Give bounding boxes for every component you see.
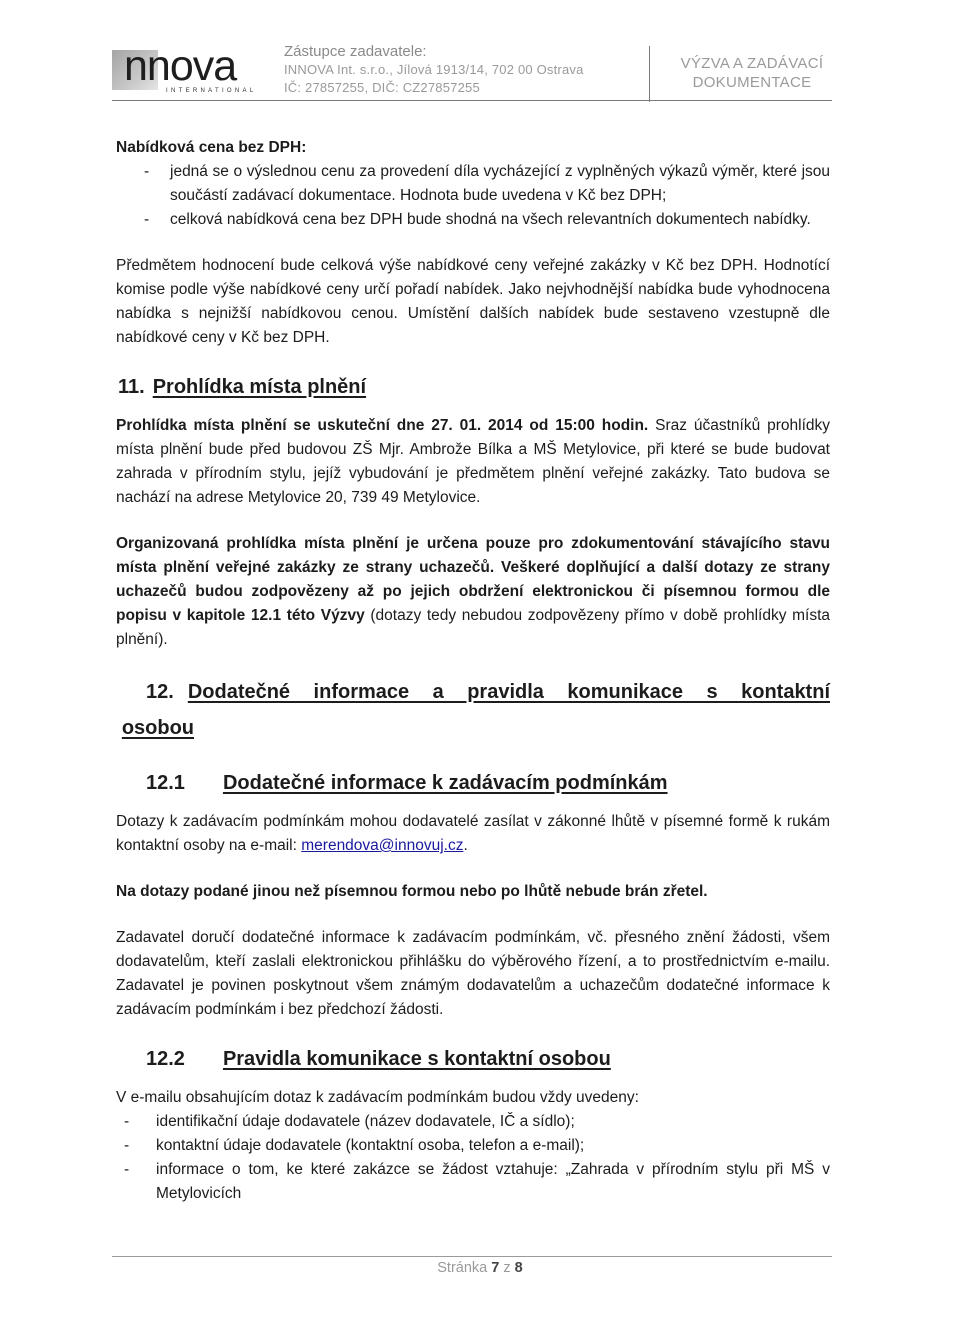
section-12-2-heading — [116, 1044, 830, 1074]
organized-inspection-rest: (dotazy tedy nebudou zodpovězeny přímo v době prohlídky místa plnění). — [116, 607, 830, 648]
section-number: 12.1 — [146, 772, 185, 794]
inspection-date: Prohlídka místa plnění se uskuteční dne 27. 01. 2014 od 15:00 hodin. — [116, 417, 649, 434]
innova-logo — [112, 44, 264, 98]
email-requirements-intro: V e-mailu obsahujícím dotaz k zadávacím podmínkám budou vždy uvedeny: — [116, 1089, 639, 1106]
section-11-heading — [116, 372, 830, 402]
header-rule — [112, 100, 832, 101]
section-number: 12. — [146, 681, 174, 703]
total-pages: 8 — [514, 1260, 523, 1276]
organized-inspection-bold: Organizovaná prohlídka místa plnění je určena pouze pro zdokumentování stávajícího stavu místa plnění veřejné zakázky ze strany uchazečů. Veškeré doplňující a další dotazy ze strany uchazečů budou zodpovězeny až po jejich obdržení elektronickou či písemnou formou dle popisu v kapitole 12.1 této Výzvy — [116, 535, 830, 624]
page-number — [0, 1260, 960, 1276]
section-title: Dodatečné informace k zadávacím podmínkám — [222, 772, 668, 794]
list-item: - celková nabídková cena bez DPH bude shodná na všech relevantních dokumentech nabídky. — [144, 211, 811, 228]
questions-end: . — [463, 837, 468, 854]
inspection-details: Sraz účastníků prohlídky místa plnění bude před budovou ZŠ Mjr. Ambrože Bílka a MŠ Metylovice, při které se bude budovat zahrada v přírodním stylu, jejíž vybudování je předmětem plnění veřejné zakázky. Tato budova se nachází na adrese Metylovice 20, 739 49 Metylovice. — [116, 417, 831, 506]
page-number-middle: z — [499, 1260, 515, 1276]
list-item-text: kontaktní údaje dodavatele (kontaktní osoba, telefon a e-mail); — [156, 1137, 585, 1154]
issuer-title: Zástupce zadavatele: — [284, 43, 427, 60]
list-item: - informace o tom, ke které zakázce se žádost vztahuje: „Zahrada v přírodním stylu při MŠ v Metylovicích — [124, 1161, 830, 1202]
section-12-1-heading — [116, 768, 830, 798]
list-item-text: jedná se o výslednou cenu za provedení díla vycházející z vyplněných výkazů výměr, které jsou součástí zadávací dokumentace. Hodnota bude uvedena v Kč bez DPH; — [170, 163, 830, 204]
logo-tagline: INTERNATIONAL — [166, 88, 257, 94]
evaluation-paragraph: Předmětem hodnocení bude celková výše nabídkové ceny veřejné zakázky v Kč bez DPH. Hodnotící komise podle výše nabídkové ceny určí pořadí nabídek. Jako nejvhodnější nabídka bude vyhodnocena nabídka s nejnižší nabídkovou cenou. Umístění dalších nabídek bude sestaveno vzestupně dle nabídkové ceny v Kč bez DPH. — [116, 257, 830, 346]
issuer-address: INNOVA Int. s.r.o., Jílová 1913/14, 702 00 Ostrava — [284, 62, 584, 77]
issuer-info — [284, 42, 664, 97]
section-title: Pravidla komunikace s kontaktní osobou — [222, 1048, 611, 1070]
current-page: 7 — [491, 1260, 500, 1276]
additional-info-paragraph: Zadavatel doručí dodatečné informace k zadávacím podmínkám, vč. přesného znění žádosti, všem dodavatelům, kteří zaslali elektronickou přihlášku do výběrového řízení, a to prostřednictvím e-mailu. Zadavatel je povinen poskytnout všem známým dodavatelům a uchazečům dodatečné informace k zadávacím podmínkám i bez předchozí žádosti. — [116, 929, 830, 1018]
inspection-paragraph — [116, 414, 830, 510]
document-label — [660, 54, 844, 92]
document-body — [116, 136, 830, 1206]
section-number: 11. — [118, 376, 145, 398]
document-label-line2: DOKUMENTACE — [692, 74, 812, 91]
contact-email-link[interactable]: merendova@innovuj.cz — [301, 837, 464, 854]
price-heading: Nabídková cena bez DPH: — [116, 139, 307, 156]
header-divider — [649, 46, 650, 102]
list-item-text: identifikační údaje dodavatele (název dodavatele, IČ a sídlo); — [156, 1113, 575, 1130]
section-number: 12.2 — [146, 1048, 185, 1070]
logo-wordmark: nnova — [124, 42, 237, 90]
document-label-line1: VÝZVA A ZADÁVACÍ — [680, 55, 824, 72]
section-title-line2: osobou — [121, 717, 195, 739]
section-title-line1: Dodatečné informace a pravidla komunikace s kontaktní — [187, 681, 830, 703]
section-12-heading — [116, 674, 830, 746]
price-bullets — [116, 160, 830, 232]
questions-paragraph — [116, 810, 830, 858]
list-item: - identifikační údaje dodavatele (název dodavatele, IČ a sídlo); — [124, 1113, 575, 1130]
page-number-prefix: Stránka — [437, 1260, 492, 1276]
questions-text: Dotazy k zadávacím podmínkám mohou dodavatelé zasílat v zákonné lhůtě v písemné formě k rukám kontaktní osoby na e-mail: — [116, 813, 830, 854]
organized-inspection-paragraph — [116, 532, 830, 652]
list-item-text: celková nabídková cena bez DPH bude shodná na všech relevantních dokumentech nabídky. — [170, 211, 811, 228]
list-item-text: informace o tom, ke které zakázce se žádost vztahuje: „Zahrada v přírodním stylu při MŠ v Metylovicích — [156, 1161, 830, 1202]
email-requirements-list — [116, 1110, 830, 1206]
list-item: - kontaktní údaje dodavatele (kontaktní osoba, telefon a e-mail); — [124, 1137, 585, 1154]
page-header — [112, 40, 832, 102]
issuer-ids: IČ: 27857255, DIČ: CZ27857255 — [284, 80, 480, 95]
section-title: Prohlídka místa plnění — [152, 376, 367, 398]
footer-rule — [112, 1256, 832, 1257]
list-item: - jedná se o výslednou cenu za provedení díla vycházející z vyplněných výkazů výměr, které jsou součástí zadávací dokumentace. Hodnota bude uvedena v Kč bez DPH; — [144, 163, 830, 204]
written-form-notice: Na dotazy podané jinou než písemnou formou nebo po lhůtě nebude brán zřetel. — [116, 883, 708, 900]
